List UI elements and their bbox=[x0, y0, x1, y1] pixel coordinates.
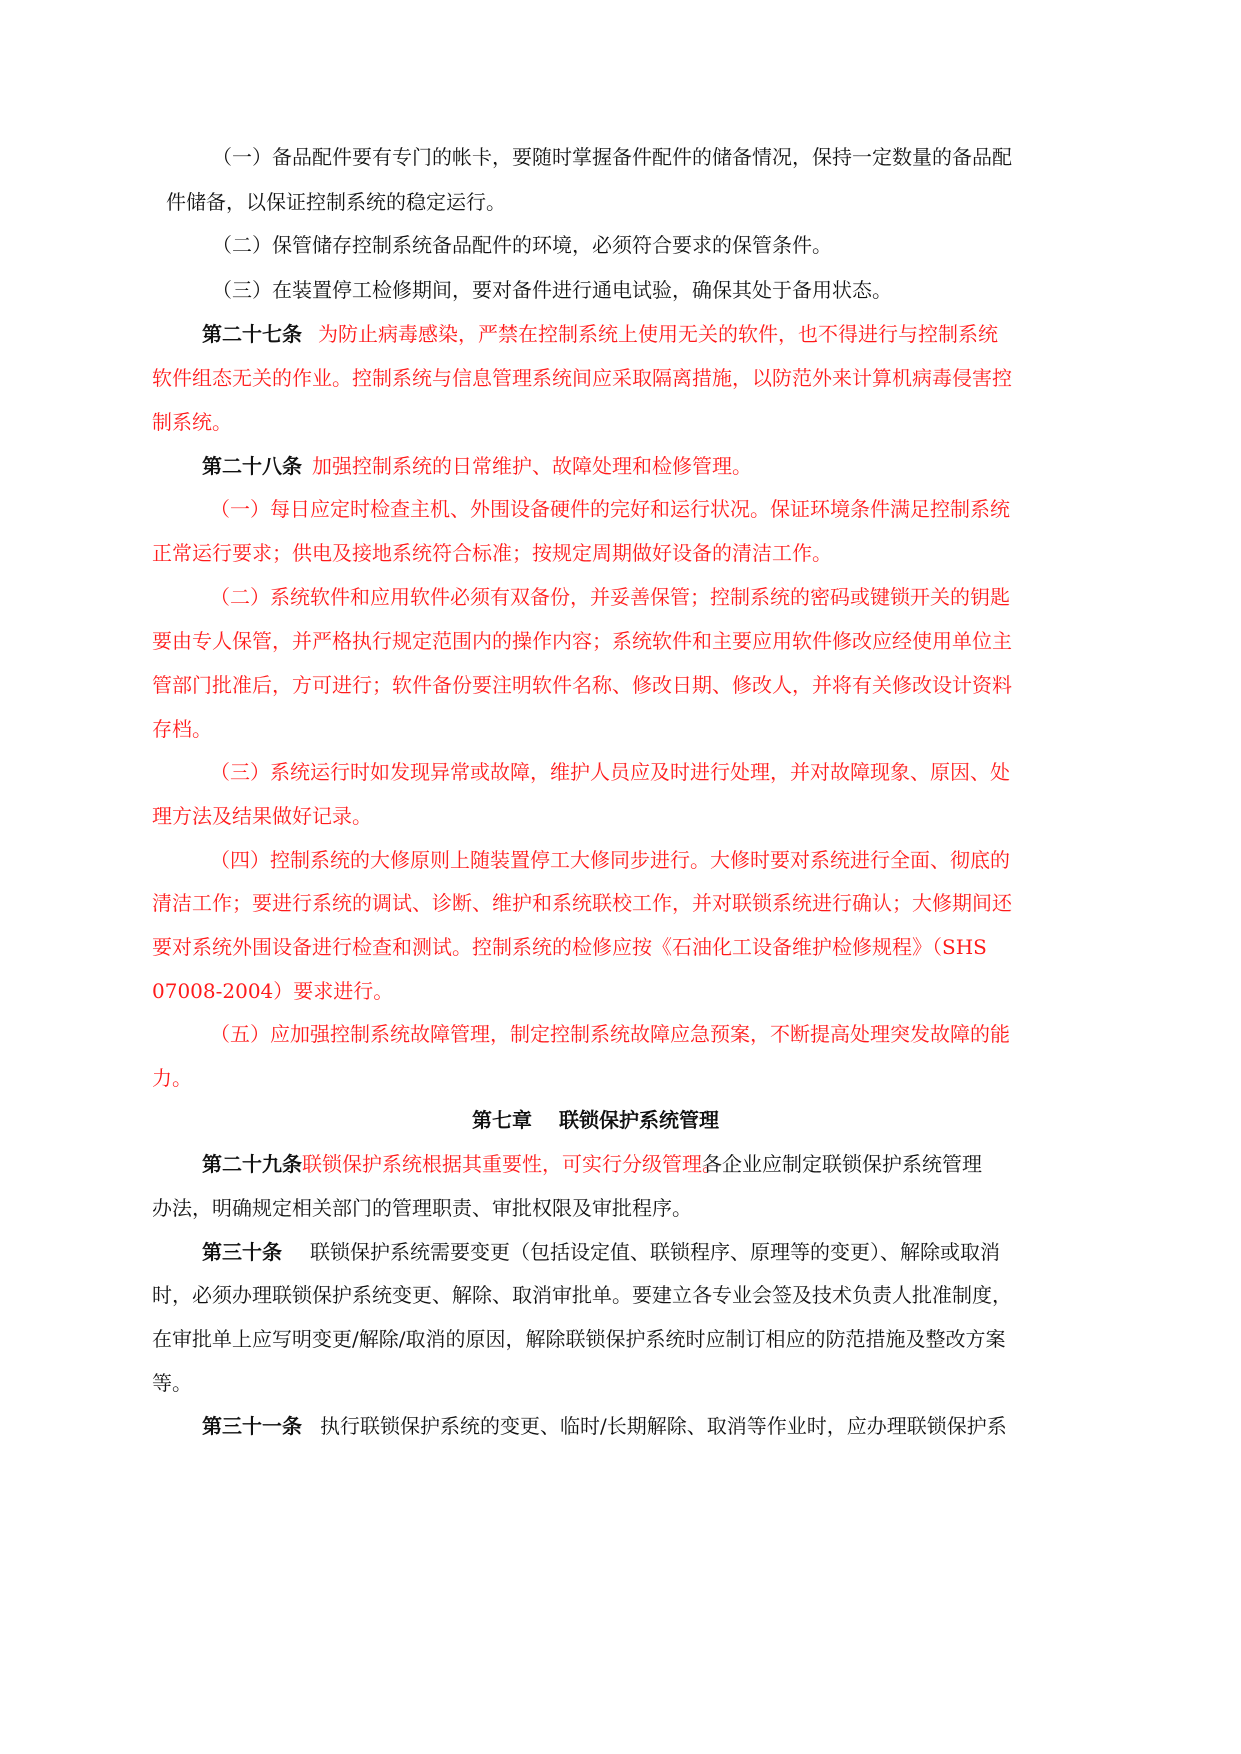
paragraph-line: 存档。 bbox=[152, 717, 212, 741]
paragraph-line: 各企业应制定联锁保护系统管理 bbox=[702, 1152, 982, 1176]
paragraph-line: 要对系统外围设备进行检查和测试。控制系统的检修应按《石油化工设备维护检修规程》（SHS bbox=[152, 935, 987, 959]
paragraph-line: （三）在装置停工检修期间，要对备件进行通电试验，确保其处于备用状态。 bbox=[212, 278, 892, 302]
paragraph-line: 为防止病毒感染，严禁在控制系统上使用无关的软件，也不得进行与控制系统 bbox=[318, 322, 998, 346]
paragraph-line: 联锁保护系统需要变更（包括设定值、联锁程序、原理等的变更）、解除或取消 bbox=[310, 1240, 1000, 1264]
paragraph-line: 软件组态无关的作业。控制系统与信息管理系统间应采取隔离措施，以防范外来计算机病毒侵害控 bbox=[152, 366, 1012, 390]
paragraph-line: 在审批单上应写明变更/解除/取消的原因，解除联锁保护系统时应制订相应的防范措施及整改方案 bbox=[152, 1327, 1006, 1351]
article-label: 第二十七条 bbox=[202, 322, 302, 346]
paragraph-line: 办法，明确规定相关部门的管理职责、审批权限及审批程序。 bbox=[152, 1196, 692, 1220]
paragraph-line: 等。 bbox=[152, 1371, 192, 1395]
article-label: 第三十条 bbox=[202, 1240, 282, 1264]
paragraph-line: 加强控制系统的日常维护、故障处理和检修管理。 bbox=[312, 454, 752, 478]
paragraph-line: 理方法及结果做好记录。 bbox=[152, 804, 372, 828]
paragraph-line: 正常运行要求；供电及接地系统符合标准；按规定周期做好设备的清洁工作。 bbox=[152, 541, 832, 565]
paragraph-line: 管部门批准后，方可进行；软件备份要注明软件名称、修改日期、修改人，并将有关修改设计资料 bbox=[152, 673, 1012, 697]
paragraph-line: 力。 bbox=[152, 1066, 192, 1090]
paragraph-line: （三）系统运行时如发现异常或故障，维护人员应及时进行处理，并对故障现象、原因、处 bbox=[210, 760, 1010, 784]
paragraph-line: （二）保管储存控制系统备品配件的环境，必须符合要求的保管条件。 bbox=[212, 233, 832, 257]
article-label: 第二十九条 bbox=[202, 1152, 302, 1176]
paragraph-line: （五）应加强控制系统故障管理，制定控制系统故障应急预案，不断提高处理突发故障的能 bbox=[210, 1022, 1010, 1046]
article-label: 第二十八条 bbox=[202, 454, 302, 478]
paragraph-line: 执行联锁保护系统的变更、临时/长期解除、取消等作业时，应办理联锁保护系 bbox=[320, 1414, 1007, 1438]
paragraph-line: （二）系统软件和应用软件必须有双备份，并妥善保管；控制系统的密码或键锁开关的钥匙 bbox=[210, 585, 1010, 609]
paragraph-line: 时，必须办理联锁保护系统变更、解除、取消审批单。要建立各专业会签及技术负责人批准制度， bbox=[152, 1283, 1012, 1307]
paragraph-line: 制系统。 bbox=[152, 410, 232, 434]
paragraph-line: 要由专人保管，并严格执行规定范围内的操作内容；系统软件和主要应用软件修改应经使用单位主 bbox=[152, 629, 1012, 653]
chapter-heading: 第七章 联锁保护系统管理 bbox=[472, 1108, 719, 1132]
article-label: 第三十一条 bbox=[202, 1414, 302, 1438]
paragraph-line: （一）备品配件要有专门的帐卡，要随时掌握备件配件的储备情况，保持一定数量的备品配 bbox=[212, 145, 1012, 169]
paragraph-line: 联锁保护系统根据其重要性，可实行分级管理。 bbox=[302, 1152, 722, 1176]
paragraph-line: 件储备，以保证控制系统的稳定运行。 bbox=[166, 190, 506, 214]
paragraph-line: 07008-2004）要求进行。 bbox=[152, 979, 394, 1003]
paragraph-line: （一）每日应定时检查主机、外围设备硬件的完好和运行状况。保证环境条件满足控制系统 bbox=[210, 497, 1010, 521]
paragraph-line: 清洁工作；要进行系统的调试、诊断、维护和系统联校工作，并对联锁系统进行确认；大修期间还 bbox=[152, 891, 1012, 915]
paragraph-line: （四）控制系统的大修原则上随装置停工大修同步进行。大修时要对系统进行全面、彻底的 bbox=[210, 848, 1010, 872]
